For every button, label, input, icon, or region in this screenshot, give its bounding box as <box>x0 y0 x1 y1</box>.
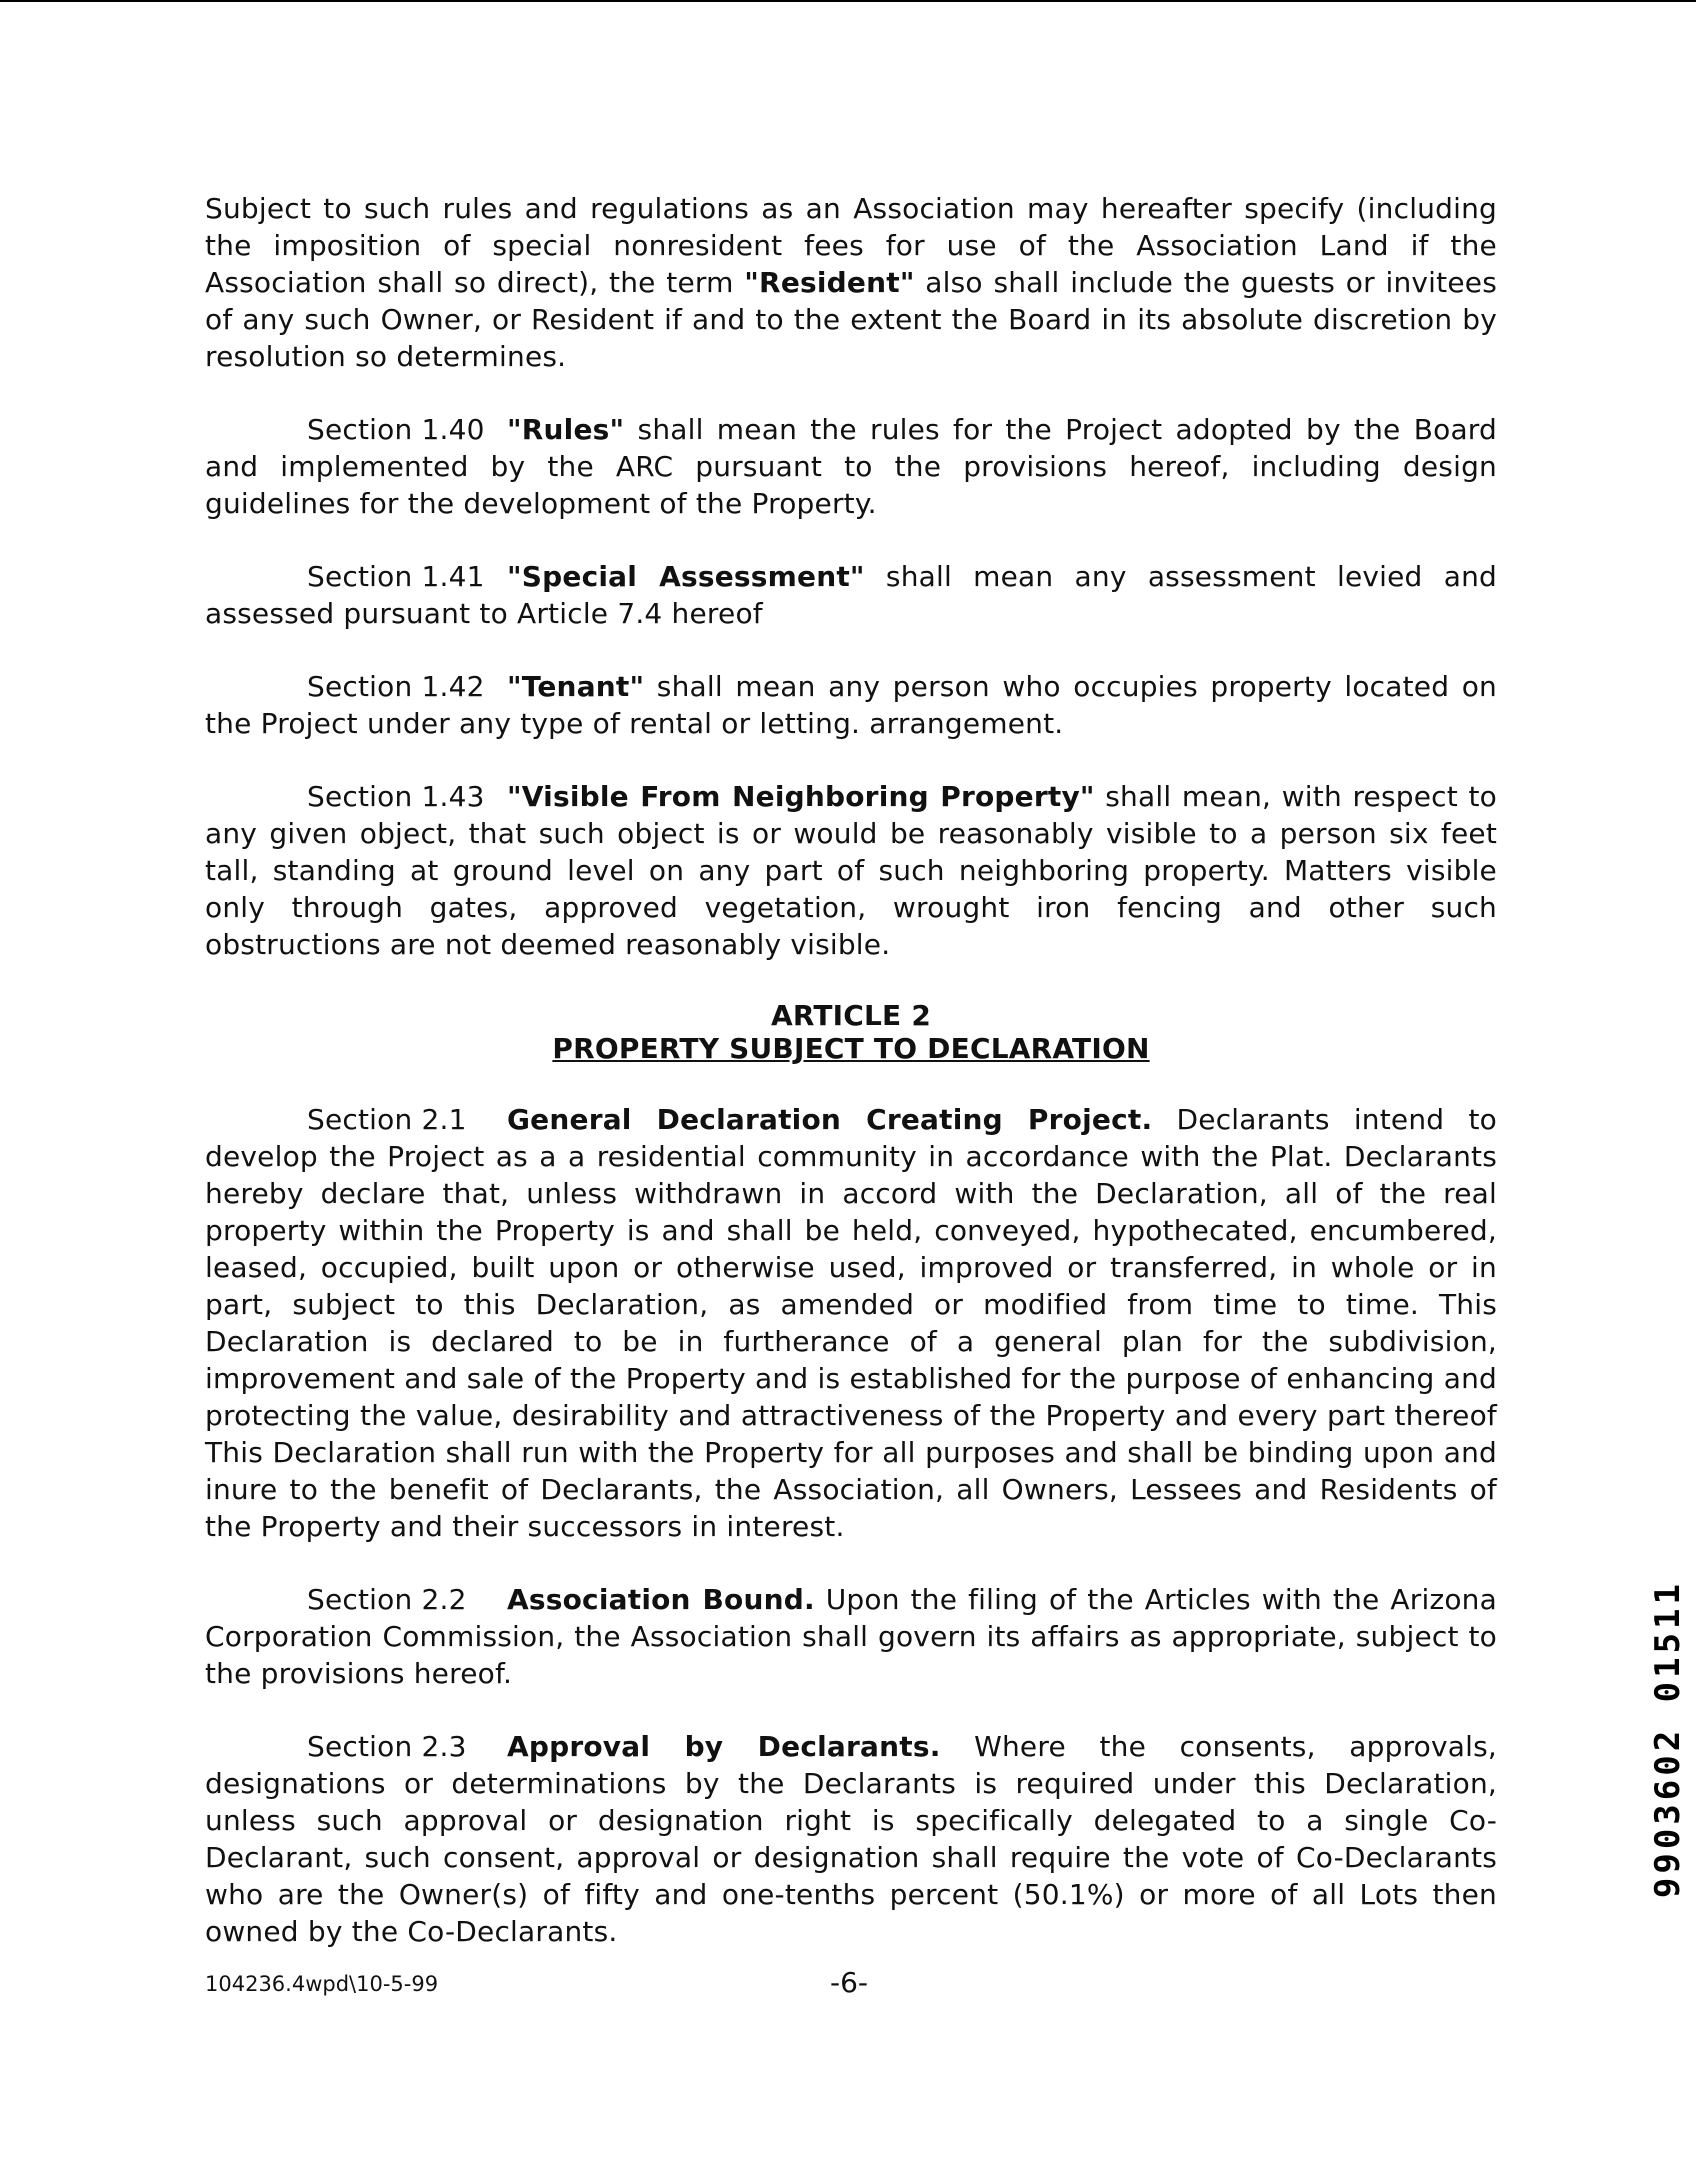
section-number: Section 1.43 <box>307 780 485 813</box>
defined-term: "Resident" <box>744 266 915 299</box>
section-1-41 <box>205 558 1497 632</box>
footer-page-number: -6- <box>830 1966 869 1999</box>
section-number: Section 2.2 <box>307 1583 467 1616</box>
section-2-2 <box>205 1581 1497 1692</box>
document-body <box>205 190 1497 1986</box>
paragraph-text: also shall include the guests or invitees of any such Owner, or Resident if and to the extent the Board in its absolute discretion by resolution so determines. <box>205 266 1497 373</box>
recording-stamp-number: 9903602 01511 <box>1648 1580 1688 1899</box>
footer-document-id: 104236.4wpd\10-5-99 <box>205 1972 439 1996</box>
article-title: ARTICLE 2 <box>770 999 932 1032</box>
section-text: shall mean the rules for the Project adopted by the Board and implemented by the ARC pursuant to the provisions hereof, including design guidelines for the development of the Property. <box>205 413 1497 520</box>
section-heading: General Declaration Creating Project. <box>507 1103 1153 1136</box>
section-heading: Approval by Declarants. <box>507 1730 941 1763</box>
section-2-3 <box>205 1728 1497 1950</box>
defined-term: "Rules" <box>507 413 625 446</box>
section-number: Section 2.3 <box>307 1730 467 1763</box>
defined-term: "Visible From Neighboring Property" <box>507 780 1095 813</box>
article-subtitle: PROPERTY SUBJECT TO DECLARATION <box>552 1032 1150 1065</box>
section-text: Where the consents, approvals, designations or determinations by the Declarants is required under this Declaration, unless such approval or designation right is specifically delegated to a single Co-Declarant, such consent, approval or designation shall require the vote of Co-Declarants who are the Owner(s) of fifty and one-tenths percent (50.1%) or more of all Lots then owned by the Co-Declarants. <box>205 1730 1497 1948</box>
section-text: Declarants intend to develop the Project as a a residential community in accordance with the Plat. Declarants hereby declare that, unless withdrawn in accord with the Declaration, all of the real property within the Property is and shall be held, conveyed, hypothecated, encumbered, leased, occupied, built upon or otherwise used, improved or transferred, in whole or in part, subject to this Declaration, as amended or modified from time to time. This Declaration is declared to be in furtherance of a general plan for the subdivision, improvement and sale of the Property and is established for the purpose of enhancing and protecting the value, desirability and attractiveness of the Property and every part thereof This Declaration shall run with the Property for all purposes and shall be binding upon and inure to the benefit of Declarants, the Association, all Owners, Lessees and Residents of the Property and their successors in interest. <box>205 1103 1497 1543</box>
section-number: Section 1.40 <box>307 413 485 446</box>
section-1-43 <box>205 778 1497 963</box>
section-number: Section 2.1 <box>307 1103 467 1136</box>
section-text: shall mean, with respect to any given object, that such object is or would be reasonably visible to a person six feet tall, standing at ground level on any part of such neighboring property. Matters visible only through gates, approved vegetation, wrought iron fencing and other such obstructions are not deemed reasonably visible. <box>205 780 1497 961</box>
section-number: Section 1.42 <box>307 670 485 703</box>
top-edge-line <box>0 0 1696 2</box>
section-text: shall mean any person who occupies property located on the Project under any type of rental or letting. arrangement. <box>205 670 1497 740</box>
section-text: Upon the filing of the Articles with the Arizona Corporation Commission, the Association shall govern its affairs as appropriate, subject to the provisions hereof. <box>205 1583 1497 1690</box>
article-2-heading <box>205 999 1497 1065</box>
paragraph-resident-definition <box>205 190 1497 375</box>
section-text: shall mean any assessment levied and assessed pursuant to Article 7.4 hereof <box>205 560 1497 630</box>
section-1-40 <box>205 411 1497 522</box>
section-number: Section 1.41 <box>307 560 485 593</box>
section-heading: Association Bound. <box>507 1583 815 1616</box>
paragraph-text: Subject to such rules and regulations as an Association may hereafter specify (including the imposition of special nonresident fees for use of the Association Land if the Association shall so direct), the term <box>205 192 1497 299</box>
defined-term: "Tenant" <box>507 670 645 703</box>
section-1-42 <box>205 668 1497 742</box>
defined-term: "Special Assessment" <box>507 560 865 593</box>
section-2-1 <box>205 1101 1497 1545</box>
